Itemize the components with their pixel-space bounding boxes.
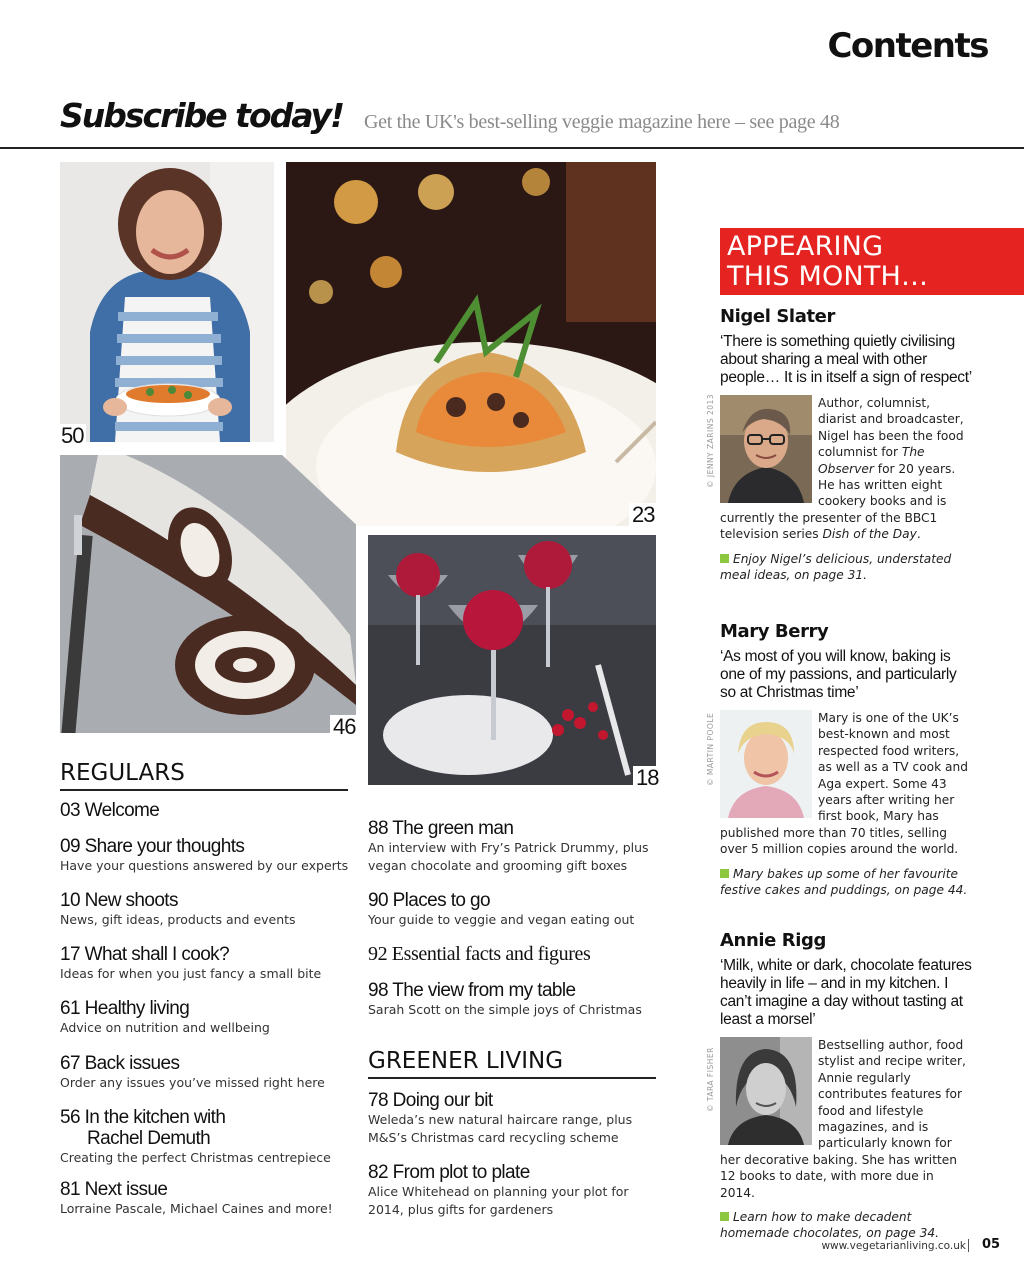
- footer-divider: [968, 1239, 969, 1252]
- profile-bio: [720, 395, 972, 543]
- profile-name: Annie Rigg: [720, 930, 827, 951]
- profile-note-text: Mary bakes up some of her favourite festive cakes and puddings, on page 44.: [720, 866, 968, 898]
- green-square-icon: [720, 554, 729, 563]
- photo-sorbet-glasses[interactable]: [368, 535, 656, 785]
- green-square-icon: [720, 1212, 729, 1221]
- photo-page-number-50: 50: [58, 424, 86, 448]
- regulars-item[interactable]: [60, 944, 360, 983]
- feature-item-desc: An interview with Fry’s Patrick Drummy, plus: [368, 840, 649, 855]
- green-square-icon: [720, 869, 729, 878]
- regulars-item[interactable]: [60, 1179, 360, 1218]
- profile-quote: ‘As most of you will know, baking is one of my passions, and particularly so at Christmas time’: [720, 648, 957, 701]
- profile-bio-text: Author, columnist, diarist and broadcaster, Nigel has been the food columnist for: [818, 396, 964, 460]
- photo-filo-tart[interactable]: [286, 162, 656, 526]
- profile-note-text: Learn how to make decadent homemade chocolates, on page 34.: [720, 1210, 940, 1241]
- feature-item-desc: Your guide to veggie and vegan eating out: [368, 912, 635, 927]
- portrait-mary-berry[interactable]: [720, 710, 812, 818]
- profile-quote: ‘There is something quietly civilising about sharing a meal with other people… It is in itself a sign of respect’: [720, 333, 972, 386]
- profile-note-text: Enjoy Nigel’s delicious, understated meal ideas, on page 31.: [720, 551, 952, 583]
- profile-name: Nigel Slater: [720, 306, 835, 327]
- profile-quote: ‘Milk, white or dark, chocolate features heavily in life – and in my kitchen. I can’t imagine a day without tasting at least a morsel’: [720, 957, 972, 1028]
- profile-name: Mary Berry: [720, 621, 829, 642]
- photo-credit: © TARA FISHER: [706, 1047, 715, 1112]
- feature-item-title[interactable]: 88 The green man: [368, 818, 514, 839]
- profile-bio: [720, 1037, 972, 1201]
- profile-bio-text: .: [916, 527, 921, 542]
- feature-item-desc: Sarah Scott on the simple joys of Christmas: [368, 1002, 642, 1017]
- regulars-item[interactable]: [60, 890, 360, 929]
- photo-page-number-23: 23: [629, 503, 657, 527]
- regulars-item-title[interactable]: 09 Share your thoughts: [60, 836, 245, 857]
- regulars-heading: REGULARS: [60, 760, 348, 791]
- portrait-annie-rigg[interactable]: [720, 1037, 812, 1145]
- regulars-item-desc: Creating the perfect Christmas centrepiece: [60, 1150, 331, 1165]
- greener-item-title[interactable]: 78 Doing our bit: [368, 1090, 493, 1111]
- regulars-item[interactable]: [60, 836, 360, 875]
- greener-item-title[interactable]: 82 From plot to plate: [368, 1162, 530, 1183]
- portrait-nigel-slater[interactable]: [720, 395, 812, 503]
- regulars-item-desc: Ideas for when you just fancy a small bite: [60, 966, 322, 981]
- feature-item[interactable]: [368, 980, 668, 1019]
- feature-item[interactable]: [368, 890, 668, 929]
- feature-item-title[interactable]: 90 Places to go: [368, 890, 490, 911]
- profile-bio-series: Dish of the Day: [822, 527, 917, 542]
- regulars-item[interactable]: [60, 1053, 360, 1092]
- profile-bio-text: Bestselling author, food stylist and recipe writer, Annie regularly contributes features for food and lifestyle magazines, and is particularly known for her decorative baking. She has written 12 books to date, with more due in 2014.: [720, 1038, 966, 1200]
- header-rule: [0, 147, 1024, 149]
- photo-credit: © JENNY ZARINS 2013: [706, 393, 715, 488]
- profile-bio-text: for 20 years. He has written eight cookery books and is currently the presenter of the BBC1 television series: [720, 461, 956, 542]
- photo-page-number-46: 46: [330, 715, 358, 739]
- feature-item[interactable]: [368, 944, 668, 965]
- feature-item-title[interactable]: 98 The view from my table: [368, 980, 576, 1001]
- profile-annie-rigg: [720, 930, 972, 1242]
- regulars-item-title[interactable]: 67 Back issues: [60, 1053, 180, 1074]
- greener-item-desc-line2: 2014, plus gifts for gardeners: [368, 1202, 554, 1217]
- appearing-this-month-banner: [720, 228, 1024, 295]
- feature-item-desc-line2: vegan chocolate and grooming gift boxes: [368, 858, 628, 873]
- greener-item-desc-line2: M&S’s Christmas card recycling scheme: [368, 1130, 619, 1145]
- regulars-item-desc: Advice on nutrition and wellbeing: [60, 1020, 270, 1035]
- profile-mary-berry: [720, 621, 972, 898]
- greener-item-desc: Weleda’s new natural haircare range, plus: [368, 1112, 633, 1127]
- photo-woman-apron[interactable]: [60, 162, 274, 442]
- greener-item[interactable]: [368, 1162, 668, 1219]
- profile-note[interactable]: [720, 866, 972, 899]
- profile-bio: [720, 710, 972, 858]
- profile-bio-text: Mary is one of the UK’s best-known and most respected food writers, as well as a TV cook and Aga expert. Some 43 years after writing her first book, Mary has published more than 70 titles, selling over 5 million copies around the world.: [720, 711, 968, 857]
- photo-credit: © MARTIN POOLE: [706, 712, 715, 786]
- profile-nigel-slater: [720, 306, 972, 583]
- regulars-item[interactable]: [60, 998, 360, 1037]
- appearing-heading-line1: APPEARING: [727, 231, 884, 262]
- appearing-heading-line2: THIS MONTH…: [727, 261, 929, 292]
- regulars-item-desc: Have your questions answered by our experts: [60, 858, 349, 873]
- greener-item-desc: Alice Whitehead on planning your plot for: [368, 1184, 629, 1199]
- regulars-item-title[interactable]: 81 Next issue: [60, 1179, 168, 1200]
- regulars-item-title[interactable]: 17 What shall I cook?: [60, 944, 230, 965]
- profile-note[interactable]: [720, 551, 972, 584]
- feature-item[interactable]: [368, 818, 668, 875]
- regulars-item-title[interactable]: 03 Welcome: [60, 800, 160, 821]
- regulars-item[interactable]: [60, 800, 360, 821]
- feature-item-title[interactable]: 92 Essential facts and figures: [368, 943, 591, 965]
- greener-living-heading: GREENER LIVING: [368, 1048, 656, 1079]
- photo-chocolate-log[interactable]: [60, 455, 356, 733]
- page-title: Contents: [827, 26, 988, 66]
- profile-note[interactable]: [720, 1209, 972, 1242]
- regulars-item-title[interactable]: 10 New shoots: [60, 890, 178, 911]
- regulars-item[interactable]: [60, 1107, 360, 1167]
- greener-item[interactable]: [368, 1090, 668, 1147]
- footer-page-number: 05: [982, 1237, 1001, 1252]
- regulars-item-desc: News, gift ideas, products and events: [60, 912, 296, 927]
- regulars-item-title-line2[interactable]: Rachel Demuth: [87, 1128, 211, 1149]
- regulars-item-title[interactable]: 56 In the kitchen with: [60, 1107, 226, 1128]
- regulars-item-title[interactable]: 61 Healthy living: [60, 998, 190, 1019]
- profile-bio-publication: The Observer: [818, 445, 925, 476]
- footer-website-link[interactable]: www.vegetarianliving.co.uk: [821, 1240, 966, 1252]
- photo-page-number-18: 18: [633, 766, 661, 790]
- regulars-item-desc: Lorraine Pascale, Michael Caines and more!: [60, 1201, 333, 1216]
- subscribe-tagline: Get the UK's best-selling veggie magazine here – see page 48: [364, 111, 840, 133]
- subscribe-heading[interactable]: Subscribe today!: [60, 96, 344, 135]
- regulars-item-desc: Order any issues you’ve missed right here: [60, 1075, 325, 1090]
